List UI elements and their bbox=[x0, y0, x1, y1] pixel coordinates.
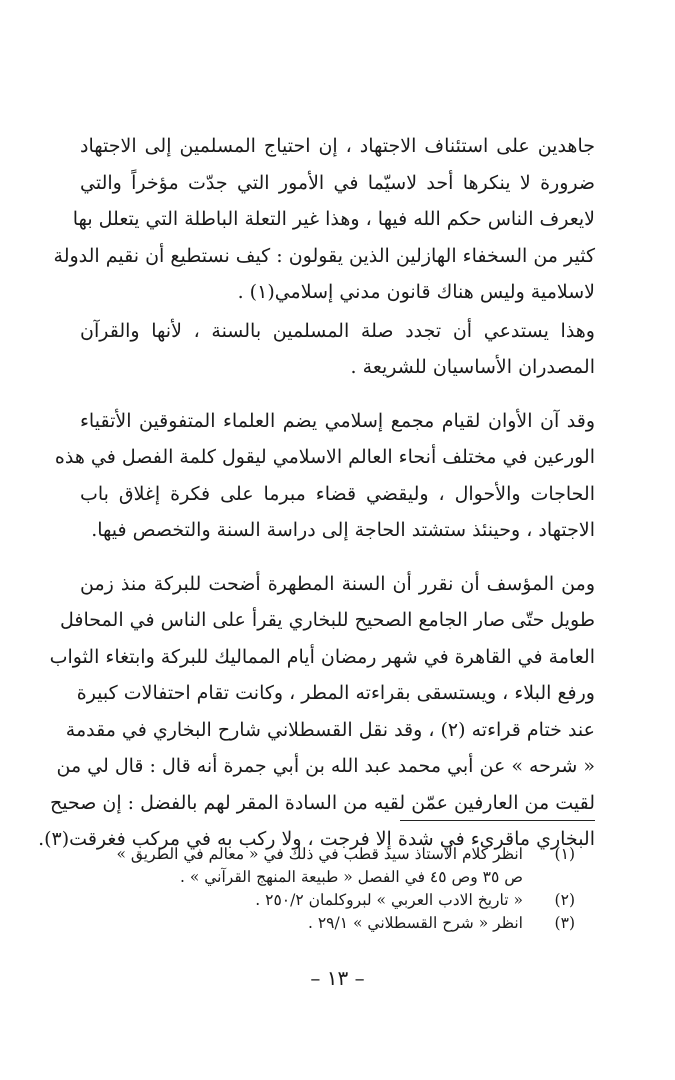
text-line: الاجتهاد ، وحينئذ ستشتد الحاجة إلى دراسة السنة والتخصص فيها. bbox=[91, 519, 595, 541]
text-line: طويل حتّى صار الجامع الصحيح للبخاري يقرأ على الناس في المحافل bbox=[60, 609, 595, 631]
text-line: وقد آن الأوان لقيام مجمع إسلامي يضم العلماء المتفوقين الأتقياء bbox=[80, 409, 596, 432]
paragraph-3 bbox=[54, 403, 596, 549]
footnote-line: انظر كلام الاستاذ سيد قطب في ذلك في « معالم في الطريق » bbox=[116, 845, 523, 863]
paragraph-4 bbox=[38, 566, 595, 858]
text-line: ضرورة لا ينكرها أحد لاسيّما في الأمور التي جدّت مؤخراً والتي bbox=[80, 171, 595, 194]
text-line: العامة في القاهرة في شهر رمضان أيام المماليك للبركة وابتغاء الثواب bbox=[49, 645, 595, 668]
footnote-3 bbox=[100, 912, 575, 935]
text-line: لاسلامية وليس هناك قانون مدني إسلامي(١) . bbox=[237, 281, 595, 303]
footnote-divider bbox=[400, 820, 595, 821]
text-line: الورعين في مختلف أنحاء العالم الاسلامي ليقول كلمة الفصل في هذه bbox=[54, 446, 595, 468]
text-line: المصدران الأساسيان للشريعة . bbox=[350, 356, 595, 378]
footnote-line: انظر « شرح القسطلاني » ٢٩/١ . bbox=[308, 914, 523, 932]
text-line: كثير من السخفاء الهازلين الذين يقولون : كيف نستطيع أن نقيم الدولة bbox=[53, 244, 595, 267]
text-line: لايعرف الناس حكم الله فيها ، وهذا غير التعلة الباطلة التي يتعلل بها bbox=[72, 208, 595, 230]
paragraph-1 bbox=[53, 128, 595, 311]
footnote-line: ص ٣٥ وص ٤٥ في الفصل « طبيعة المنهج القرآني » . bbox=[179, 868, 523, 886]
footnote-number: (١) bbox=[554, 845, 575, 863]
footnote-2 bbox=[100, 889, 575, 912]
text-line: ومن المؤسف أن نقرر أن السنة المطهرة أضحت للبركة منذ زمن bbox=[80, 572, 595, 595]
page-number: – ١٣ – bbox=[310, 966, 365, 990]
text-line: البخاري ماقرىء في شدة إلا فرجت ، ولا ركب به في مركب فغرقت(٣). bbox=[38, 828, 595, 850]
footnote-number: (٣) bbox=[554, 914, 575, 932]
text-line: ورفع البلاء ، ويستسقى بقراءته المطر ، وكانت تقام احتفالات كبيرة bbox=[76, 682, 595, 704]
footnote-text bbox=[100, 912, 523, 935]
paragraph-2 bbox=[80, 313, 595, 386]
footnote-text bbox=[100, 889, 523, 912]
text-line: لقيت من العارفين عمّن لقيه من السادة المقر لهم بالفضل : إن صحيح bbox=[49, 791, 595, 814]
footnote-text bbox=[100, 843, 523, 889]
text-line: جاهدين على استئناف الاجتهاد ، إن احتياج المسلمين إلى الاجتهاد bbox=[80, 135, 595, 157]
footnotes bbox=[100, 843, 575, 935]
body-text bbox=[38, 128, 596, 858]
footnote-line: « تاريخ الادب العربي » لبروكلمان ٢٥٠/٢ . bbox=[255, 891, 523, 909]
text-line: الحاجات والأحوال ، وليقضي قضاء مبرما على فكرة إغلاق باب bbox=[80, 482, 595, 505]
text-line: وهذا يستدعي أن تجدد صلة المسلمين بالسنة ، لأنها والقرآن bbox=[80, 319, 595, 342]
text-line: « شرحه » عن أبي محمد عبد الله بن أبي جمرة أنه قال : قال لي من bbox=[56, 755, 595, 777]
footnote-number: (٢) bbox=[554, 891, 575, 909]
footnote-1 bbox=[100, 843, 575, 889]
text-line: عند ختام قراءته (٢) ، وقد نقل القسطلاني شارح البخاري في مقدمة bbox=[65, 718, 595, 741]
